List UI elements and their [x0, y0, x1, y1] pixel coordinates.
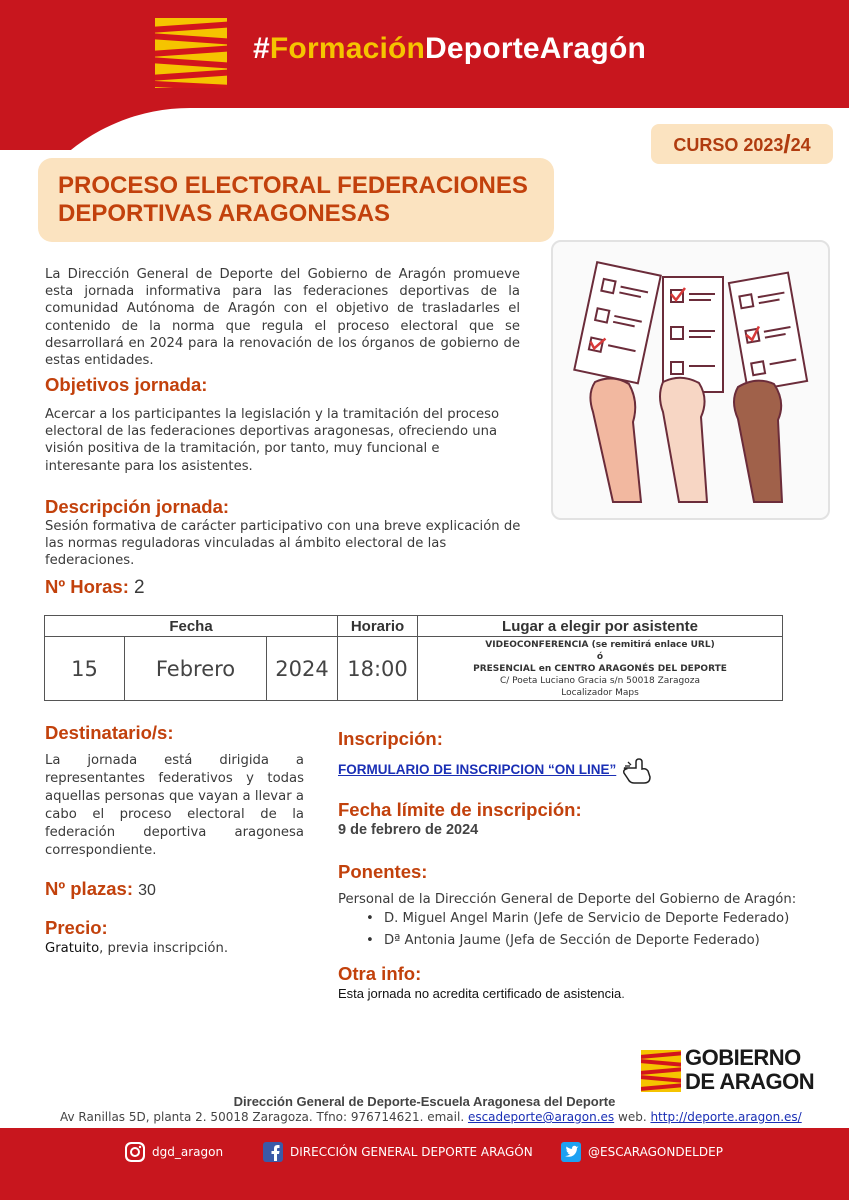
descripcion-heading: Descripción jornada:: [45, 496, 230, 517]
inscripcion-heading: Inscripción:: [338, 728, 443, 749]
location-presencial: PRESENCIAL en CENTRO ARAGONÉS DEL DEPORTE: [473, 663, 727, 674]
social-twitter[interactable]: [560, 1141, 723, 1163]
aragon-flag-icon: [155, 18, 227, 88]
ponentes-list: [372, 908, 789, 952]
plazas-row: [45, 878, 156, 900]
schedule-day: 15: [45, 637, 125, 701]
ballot-hands-icon: [553, 242, 828, 518]
plazas-value: 30: [138, 882, 156, 899]
twitter-handle: @ESCARAGONDELDEP: [588, 1145, 723, 1159]
social-facebook[interactable]: [262, 1141, 533, 1163]
otra-info-text: Esta jornada no acredita certificado de asistencia.: [338, 986, 625, 1001]
page-title: [38, 158, 554, 242]
facebook-icon: [262, 1141, 284, 1163]
hashtag-formacion: Formación: [269, 32, 426, 65]
inscripcion-row: [338, 758, 652, 787]
fecha-limite-value: 9 de febrero de 2024: [338, 822, 479, 838]
schedule-year: 2024: [267, 637, 338, 701]
schedule-location: [418, 637, 783, 701]
precio-gratuito: Gratuito: [45, 941, 100, 956]
instagram-icon: [124, 1141, 146, 1163]
horas-row: [45, 576, 145, 599]
schedule-time: 18:00: [338, 637, 418, 701]
horario-header: Horario: [338, 616, 418, 637]
precio-heading: Precio:: [45, 917, 108, 938]
footer-organization: Dirección General de Deporte-Escuela Aragonesa del Deporte: [233, 1094, 616, 1109]
footer-address: Av Ranillas 5D, planta 2. 50018 Zaragoza. Tfno: 976714621. email. escadeporte@aragon.es web. http://deporte.aragon.es/: [60, 1110, 802, 1124]
footer-web-link[interactable]: http://deporte.aragon.es/: [650, 1110, 802, 1124]
fecha-header: Fecha: [45, 616, 338, 637]
otra-info-heading: Otra info:: [338, 963, 422, 984]
pointer-hand-icon: [622, 758, 652, 787]
ponente-item: • D. Miguel Angel Marin (Jefe de Servicio de Deporte Federado): [372, 908, 789, 930]
twitter-icon: [560, 1141, 582, 1163]
horas-label: Nº Horas:: [45, 576, 129, 597]
destinatarios-heading: Destinatario/s:: [45, 722, 174, 743]
lugar-header: Lugar a elegir por asistente: [418, 616, 783, 637]
inscripcion-form-link[interactable]: FORMULARIO DE INSCRIPCION “ON LINE”: [338, 762, 617, 777]
footer-band: [0, 1128, 849, 1200]
social-instagram[interactable]: [124, 1141, 223, 1163]
schedule-table: [44, 615, 783, 701]
schedule-month: Febrero: [125, 637, 267, 701]
title-line-1: PROCESO ELECTORAL FEDERACIONES: [58, 172, 528, 199]
plazas-label: Nº plazas:: [45, 878, 133, 899]
location-videoconference: VIDEOCONFERENCIA (se remitirá enlace URL): [485, 639, 715, 650]
fecha-limite-heading: Fecha límite de inscripción:: [338, 799, 582, 820]
voting-illustration: [551, 240, 830, 520]
ponentes-intro: Personal de la Dirección General de Deporte del Gobierno de Aragón:: [338, 892, 797, 907]
horas-value: 2: [134, 577, 145, 598]
schedule-row: [45, 637, 783, 701]
ponente-item: • Dª Antonia Jaume (Jefa de Sección de Deporte Federado): [372, 930, 789, 952]
intro-paragraph: La Dirección General de Deporte del Gobierno de Aragón promueve esta jornada informativa para las federaciones deportivas de la comunidad Autónoma de Aragón con el objetivo de trasladarles el contenido de la norma que regula el proceso electoral que se desarrollará en 2024 para la renovación de los órganos de gobierno de estas entidades.: [45, 267, 520, 369]
descripcion-text: Sesión formativa de carácter participativo con una breve explicación de las normas reguladoras vinculadas al ámbito electoral de las federaciones.: [45, 519, 521, 569]
ponentes-heading: Ponentes:: [338, 861, 428, 882]
hashtag-title: #FormaciónDeporteAragón: [253, 32, 646, 65]
footer-email-link[interactable]: escadeporte@aragon.es: [467, 1110, 615, 1124]
location-or: ó: [596, 651, 604, 662]
schedule-header-row: [45, 616, 783, 637]
facebook-name: DIRECCIÓN GENERAL DEPORTE ARAGÓN: [290, 1145, 533, 1159]
instagram-handle: dgd_aragon: [152, 1145, 224, 1159]
gobierno-flag-icon: [641, 1050, 681, 1092]
location-address: C/ Poeta Luciano Gracia s/n 50018 Zaragoza: [500, 675, 700, 686]
gobierno-aragon-logo: GOBIERNO DE ARAGON: [641, 1048, 821, 1096]
objetivos-text: Acercar a los participantes la legislación y la tramitación del proceso electoral de las federaciones deportivas aragonesas, ofreciendo una visión positiva de la tramitación, por tanto, muy funcional e interesante para los asistentes.: [45, 407, 500, 474]
course-badge: CURSO 2023/24: [651, 124, 833, 164]
title-line-2: DEPORTIVAS ARAGONESAS: [58, 200, 391, 227]
destinatarios-text: La jornada está dirigida a representantes federativos y todas aquellas personas que vayan a llevar a cabo el proceso electoral de la federación deportiva aragonesa correspondiente.: [45, 753, 304, 858]
objetivos-heading: Objetivos jornada:: [45, 374, 208, 395]
precio-text: Gratuito, previa inscripción.: [45, 941, 229, 956]
location-maps-link[interactable]: Localizador Maps: [561, 687, 639, 698]
